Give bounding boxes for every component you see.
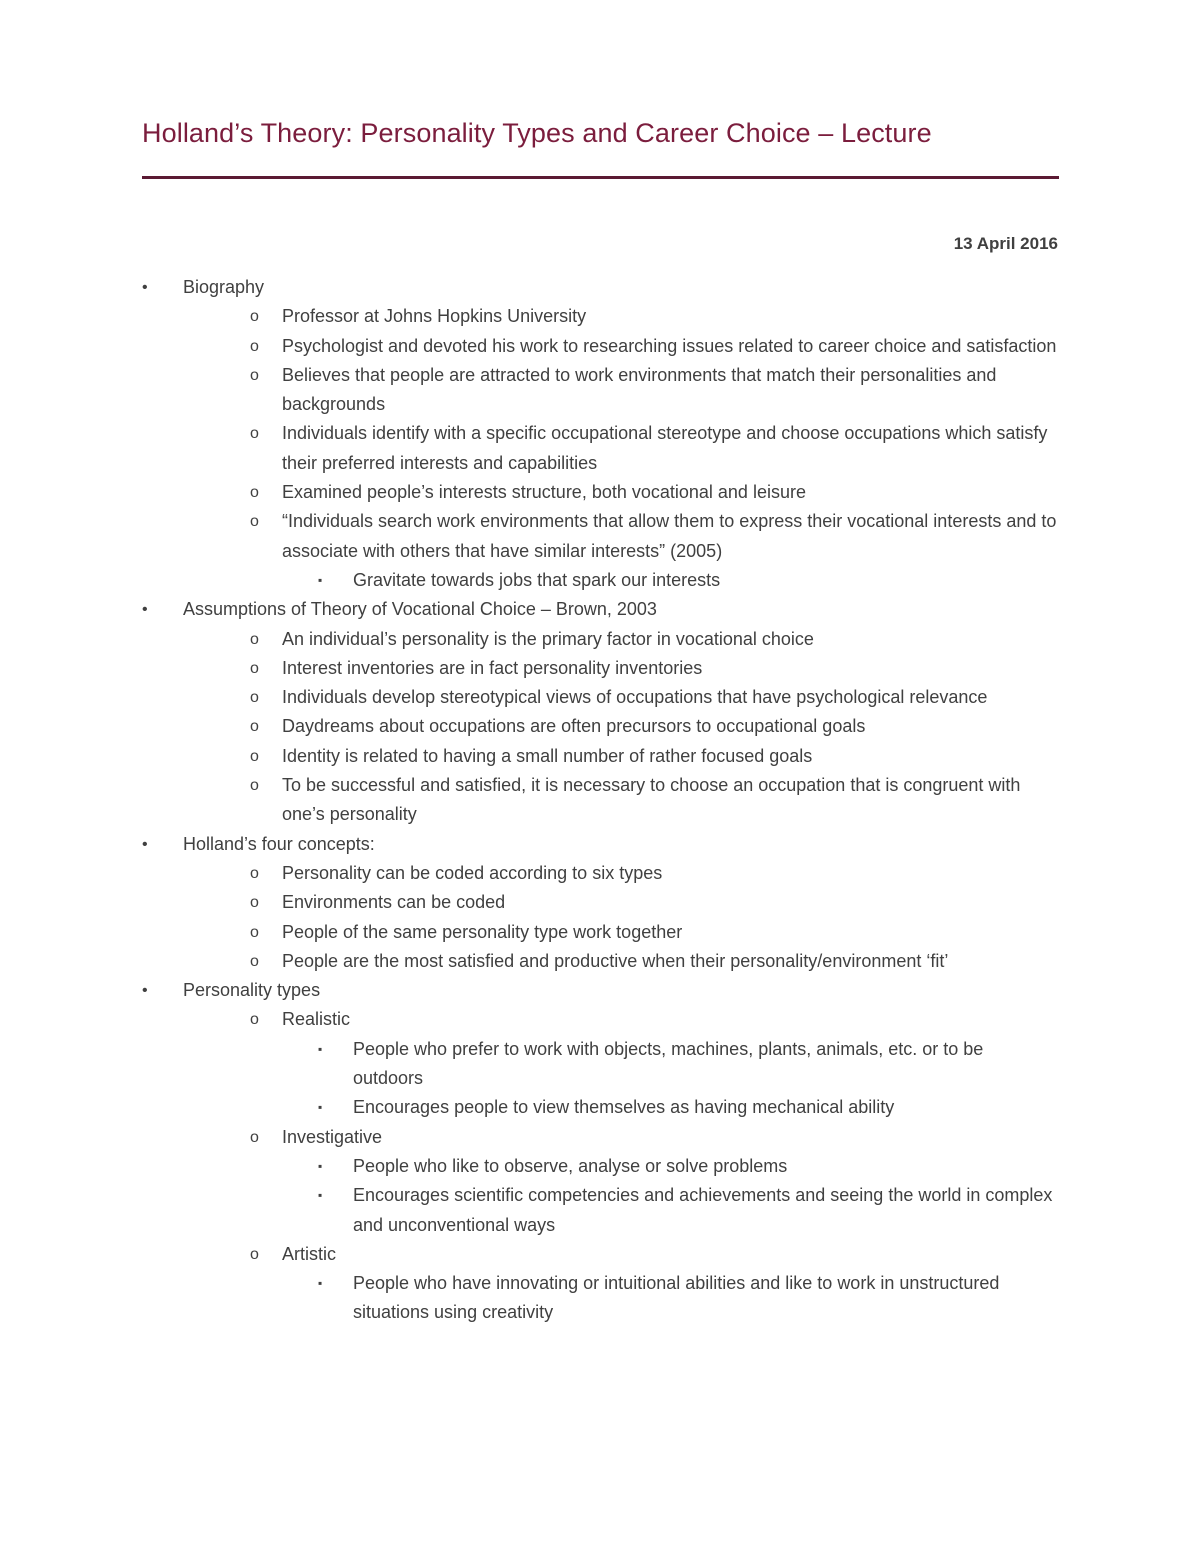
bullet-marker: o [250,308,259,326]
outline-item-text: People who like to observe, analyse or solve problems [353,1155,788,1176]
outline-item-level-3 [142,1093,1058,1122]
bullet-marker: ▪ [318,1188,323,1203]
bullet-marker: ▪ [318,1158,323,1173]
bullet-marker: o [250,777,259,795]
title-underline-divider [142,176,1059,179]
outline-item-level-2 [142,859,1058,888]
bullet-marker: o [250,513,259,531]
bullet-marker: ▪ [318,572,323,587]
outline-item-text: Environments can be coded [282,892,506,913]
bullet-marker: o [250,1011,259,1029]
outline-item-level-2 [142,771,1058,830]
outline-item-level-1 [142,595,1058,624]
bullet-marker: o [250,952,259,970]
outline-item-level-1 [142,830,1058,859]
outline-item-text: To be successful and satisfied, it is necessary to choose an occupation that is congruent with one’s personality [282,775,1021,825]
outline-item-level-1 [142,273,1058,302]
outline-item-level-2 [142,1005,1058,1034]
bullet-marker: • [142,835,148,853]
outline-item-text: Professor at Johns Hopkins University [282,306,587,327]
page-title: Holland’s Theory: Personality Types and Career Choice – Lecture [142,118,932,148]
bullet-marker: o [250,659,259,677]
outline-item-text: Individuals identify with a specific occupational stereotype and choose occupations which satisfy their preferred interests and capabilities [282,423,1048,473]
outline-item-level-2 [142,625,1058,654]
outline-item-level-2 [142,654,1058,683]
outline-item-text: Encourages people to view themselves as having mechanical ability [353,1097,895,1118]
bullet-marker: o [250,1245,259,1263]
outline-item-level-3 [142,1181,1058,1240]
outline-item-level-3 [142,566,1058,595]
bullet-marker: • [142,279,148,296]
lecture-outline [142,273,1058,1328]
bullet-marker: o [250,864,259,882]
outline-item-level-2 [142,332,1058,361]
bullet-marker: • [142,601,148,619]
outline-item-level-2 [142,683,1058,712]
bullet-marker: o [250,894,259,912]
bullet-marker: o [250,689,259,707]
outline-item-text: Gravitate towards jobs that spark our interests [353,569,721,590]
bullet-marker: o [250,1128,259,1146]
outline-item-text: People who have innovating or intuitional abilities and like to work in unstructured situations using creativity [353,1273,1000,1323]
outline-item-text: An individual’s personality is the primary factor in vocational choice [282,628,814,649]
outline-item-text: Assumptions of Theory of Vocational Choice – Brown, 2003 [183,599,657,620]
bullet-marker: o [250,747,259,765]
outline-item-text: Artistic [282,1243,336,1264]
outline-item-text: Individuals develop stereotypical views of occupations that have psychological relevance [282,687,988,708]
outline-item-text: People who prefer to work with objects, machines, plants, animals, etc. or to be outdoors [353,1038,984,1089]
outline-item-text: Believes that people are attracted to work environments that match their personalities and backgrounds [282,364,997,415]
bullet-marker: o [250,718,259,736]
outline-item-level-3 [142,1035,1058,1094]
outline-item-level-2 [142,1240,1058,1269]
outline-item-level-3 [142,1152,1058,1181]
outline-item-level-2 [142,888,1058,917]
outline-item-text: People of the same personality type work together [282,921,683,942]
outline-item-level-2 [142,302,1058,331]
outline-item-level-3 [142,1269,1058,1328]
outline-item-level-2 [142,712,1058,741]
outline-item-text: Investigative [282,1126,383,1147]
outline-item-text: Daydreams about occupations are often precursors to occupational goals [282,716,866,737]
outline-item-text: Interest inventories are in fact personality inventories [282,657,703,678]
outline-item-level-2 [142,507,1058,566]
bullet-marker: ▪ [318,1041,323,1056]
outline-item-level-2 [142,478,1058,507]
outline-item-level-2 [142,918,1058,947]
bullet-marker: o [250,366,259,384]
bullet-marker: • [142,982,148,1000]
outline-item-level-2 [142,742,1058,771]
lecture-date: 13 April 2016 [953,234,1058,253]
outline-item-level-2 [142,1123,1058,1152]
bullet-marker: ▪ [318,1100,323,1115]
outline-item-text: Personality can be coded according to six types [282,862,663,883]
outline-item-text: Encourages scientific competencies and achievements and seeing the world in complex and unconventional ways [353,1185,1053,1235]
outline-item-text: Holland’s four concepts: [183,833,375,854]
outline-item-level-2 [142,419,1058,478]
outline-item-level-2 [142,361,1058,420]
bullet-marker: o [250,425,259,443]
outline-item-text: Psychologist and devoted his work to researching issues related to career choice and satisfaction [282,335,1057,356]
outline-item-text: Personality types [183,980,321,1001]
outline-item-text: Identity is related to having a small number of rather focused goals [282,745,813,766]
outline-item-text: “Individuals search work environments that allow them to express their vocational interests and to associate with others that have similar interests” (2005) [282,511,1057,561]
bullet-marker: o [250,484,259,502]
outline-item-text: Examined people’s interests structure, both vocational and leisure [282,482,806,503]
bullet-marker: o [250,630,259,648]
outline-item-text: Realistic [282,1009,351,1030]
outline-item-level-2 [142,947,1058,976]
outline-item-text: Biography [183,277,265,297]
bullet-marker: ▪ [318,1276,323,1291]
outline-item-level-1 [142,976,1058,1005]
bullet-marker: o [250,923,259,941]
bullet-marker: o [250,337,259,355]
outline-item-text: People are the most satisfied and productive when their personality/environment ‘fit’ [282,950,949,971]
